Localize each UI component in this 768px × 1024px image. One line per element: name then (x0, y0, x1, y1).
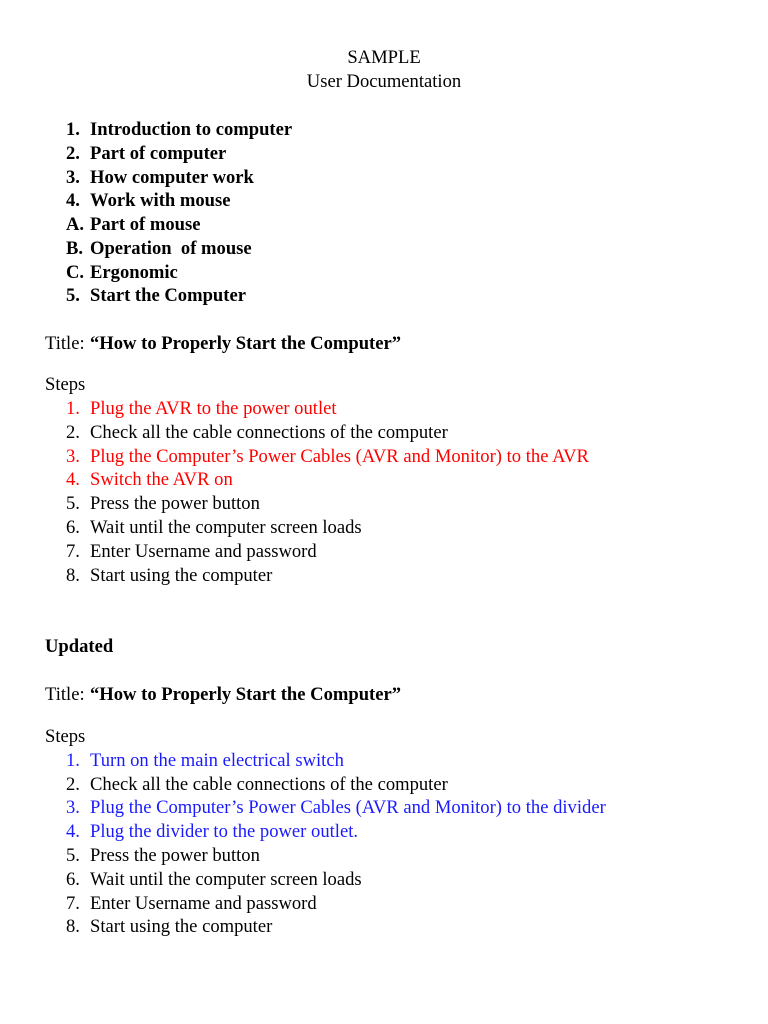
doc-header-line2: User Documentation (306, 71, 462, 92)
step-marker: 6. (66, 517, 80, 538)
toc-text: Ergonomic (90, 262, 178, 283)
step-text: Check all the cable connections of the computer (90, 774, 448, 795)
step-marker: 3. (66, 797, 80, 818)
toc-marker: 2. (66, 143, 80, 164)
step-text: Switch the AVR on (90, 469, 233, 490)
toc-marker: 3. (66, 167, 80, 188)
toc-text: Operation of mouse (90, 238, 252, 259)
step-marker: 8. (66, 565, 80, 586)
toc-marker: C. (66, 262, 85, 283)
title-text: “How to Properly Start the Computer” (90, 684, 402, 705)
step-text: Wait until the computer screen loads (90, 869, 362, 890)
step-marker: 4. (66, 469, 80, 490)
updated-heading: Updated (45, 636, 114, 657)
step-text: Enter Username and password (90, 541, 317, 562)
step-text: Check all the cable connections of the computer (90, 422, 448, 443)
step-marker: 6. (66, 869, 80, 890)
step-text: Plug the divider to the power outlet. (90, 821, 359, 842)
step-marker: 8. (66, 916, 80, 937)
step-marker: 2. (66, 774, 80, 795)
toc-marker: B. (66, 238, 84, 259)
step-text: Start using the computer (90, 565, 273, 586)
step-marker: 5. (66, 493, 80, 514)
step-marker: 7. (66, 541, 80, 562)
toc-text: Work with mouse (90, 190, 231, 211)
step-text: Enter Username and password (90, 893, 317, 914)
steps-label: Steps (45, 726, 86, 747)
title-label: Title: (45, 333, 85, 354)
step-text: Plug the Computer’s Power Cables (AVR and Monitor) to the divider (90, 797, 606, 818)
step-marker: 1. (66, 398, 80, 419)
toc-text: Introduction to computer (90, 119, 293, 140)
title-label: Title: (45, 684, 85, 705)
step-text: Press the power button (90, 493, 260, 514)
title-text: “How to Properly Start the Computer” (90, 333, 402, 354)
toc-marker: 5. (66, 285, 80, 306)
step-text: Plug the Computer’s Power Cables (AVR and Monitor) to the AVR (90, 446, 589, 467)
toc-text: How computer work (90, 167, 254, 188)
steps-label: Steps (45, 374, 86, 395)
toc-marker: 1. (66, 119, 80, 140)
step-marker: 5. (66, 845, 80, 866)
step-marker: 2. (66, 422, 80, 443)
step-marker: 4. (66, 821, 80, 842)
step-text: Plug the AVR to the power outlet (90, 398, 337, 419)
step-text: Turn on the main electrical switch (90, 750, 344, 771)
toc-marker: 4. (66, 190, 80, 211)
step-marker: 1. (66, 750, 80, 771)
step-text: Wait until the computer screen loads (90, 517, 362, 538)
doc-header-line1: SAMPLE (347, 47, 421, 68)
toc-text: Part of computer (90, 143, 227, 164)
toc-text: Part of mouse (90, 214, 201, 235)
step-marker: 7. (66, 893, 80, 914)
toc-marker: A. (66, 214, 85, 235)
step-text: Start using the computer (90, 916, 273, 937)
step-marker: 3. (66, 446, 80, 467)
toc-text: Start the Computer (90, 285, 246, 306)
step-text: Press the power button (90, 845, 260, 866)
